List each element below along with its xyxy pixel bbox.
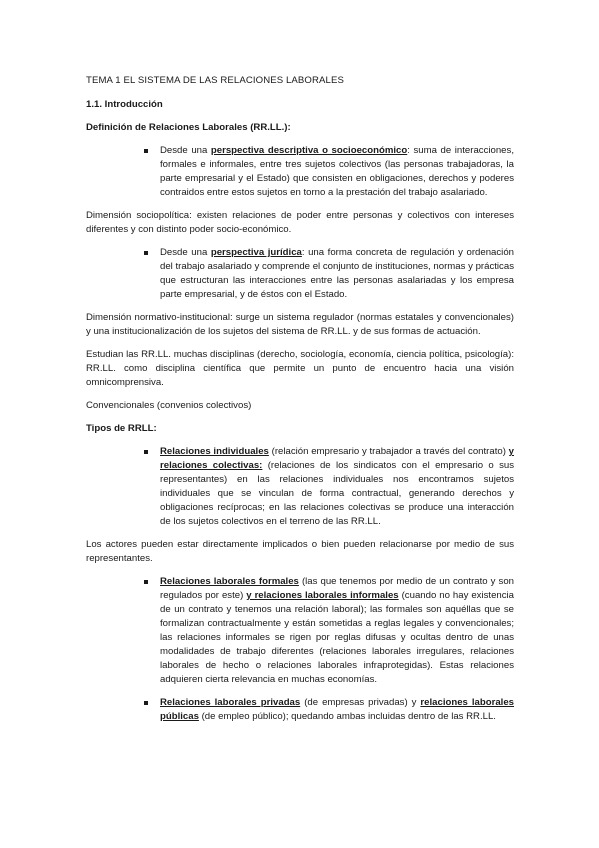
bullet-text [160,445,514,529]
text-run: (las que tenemos por medio de un contrato y son regulados por este) [160,576,515,601]
underlined-term: Relaciones laborales formales [160,576,299,587]
underlined-term: perspectiva descriptiva o socioeconómico [210,145,408,156]
bullet-text [160,246,514,302]
bullet-juridica [144,246,514,302]
text-run: Desde una [160,247,211,258]
text-run: (relaciones de los sindicatos con el empresario o sus representantes) en las relaciones individuales nos encontramos sujetos individuales que se vinculan de forma contractual, generando derechos y obligaciones recíprocas; en las relaciones colectivas se produce una interacción de los sujetos colectivos en el terreno de las RR.LL. [160,460,514,527]
paragraph-actores: Los actores pueden estar directamente implicados o bien pueden relacionarse por medio de sus representantes. [86,539,514,564]
text-run: (relación empresario y trabajador a través del contrato) [268,446,509,457]
bullet-descriptiva [144,144,514,200]
underlined-term: Relaciones individuales [160,446,269,457]
section-heading: 1.1. Introducción [86,99,163,110]
paragraph-convencionales: Convencionales (convenios colectivos) [86,400,252,411]
paragraph-disciplinas: Estudian las RR.LL. muchas disciplinas (derecho, sociología, economía, ciencia política, psicología): RR.LL. como disciplina científica que permite un punto de encuentro hacia una visión omnicomprensiva. [86,349,514,388]
document-title: TEMA 1 EL SISTEMA DE LAS RELACIONES LABORALES [86,75,344,86]
bullet-marker [144,149,148,153]
underlined-term: perspectiva jurídica [210,247,302,258]
text-run: Desde una [160,145,211,156]
document-page [86,74,514,733]
underlined-term: Relaciones laborales privadas [160,697,301,708]
text-run: (de empleo público); quedando ambas incluidas dentro de las RR.LL. [198,711,496,722]
text-run: (cuando no hay existencia de un contrato y tenemos una relación laboral); las formales son aquéllas que se formalizan contractualmente y están sometidas a reglas legales y convencionales; las relaciones informales se rigen por reglas difusas y ocultas dentro de unas modalidades de trabajo diferentes (relaciones laborales irregulares, relaciones laborales de hecho o relaciones laborales infraprotegidas). Estas relaciones adquieren cierta relevancia en muchas economías. [160,590,515,685]
text-run: (de empresas privadas) y [300,697,421,708]
bullet-text [160,575,514,687]
bullet-text [160,144,514,200]
bullet-marker [144,701,148,705]
bullet-marker [144,580,148,584]
bullet-marker [144,251,148,255]
bullet-privadas-publicas [144,696,514,724]
underlined-term: y relaciones laborales informales [246,590,399,601]
bullet-marker [144,450,148,454]
underlined-term: y relaciones colectivas: [160,446,514,471]
bullet-formales-informales [144,575,514,687]
paragraph-sociopolitica: Dimensión sociopolítica: existen relaciones de poder entre personas y colectivos con intereses diferentes y con distinto poder socio-económico. [86,210,514,235]
underlined-term: relaciones laborales públicas [160,697,514,722]
text-run: : una forma concreta de regulación y ordenación del trabajo asalariado y comprende el conjunto de instituciones, normas y prácticas que estructuran las interacciones entre las personas asalariadas y los empresa parte empresarial, y de éstos con el Estado. [160,247,514,300]
tipos-heading: Tipos de RRLL: [86,423,157,434]
paragraph-normativo: Dimensión normativo-institucional: surge un sistema regulador (normas estatales y convencionales) y una institucionalización de los sujetos del sistema de RR.LL. y de sus formas de actuación. [86,312,514,337]
definition-heading: Definición de Relaciones Laborales (RR.LL.): [86,122,291,133]
bullet-individuales-colectivas [144,445,514,529]
text-run: : suma de interacciones, formales e informales, entre tres sujetos colectivos (las personas trabajadoras, la parte empresarial y el Estado) que consisten en obligaciones, derechos y poderes contraidos entre estos sujetos en torno a la prestación del trabajo asalariado. [160,145,514,198]
bullet-text [160,696,514,724]
